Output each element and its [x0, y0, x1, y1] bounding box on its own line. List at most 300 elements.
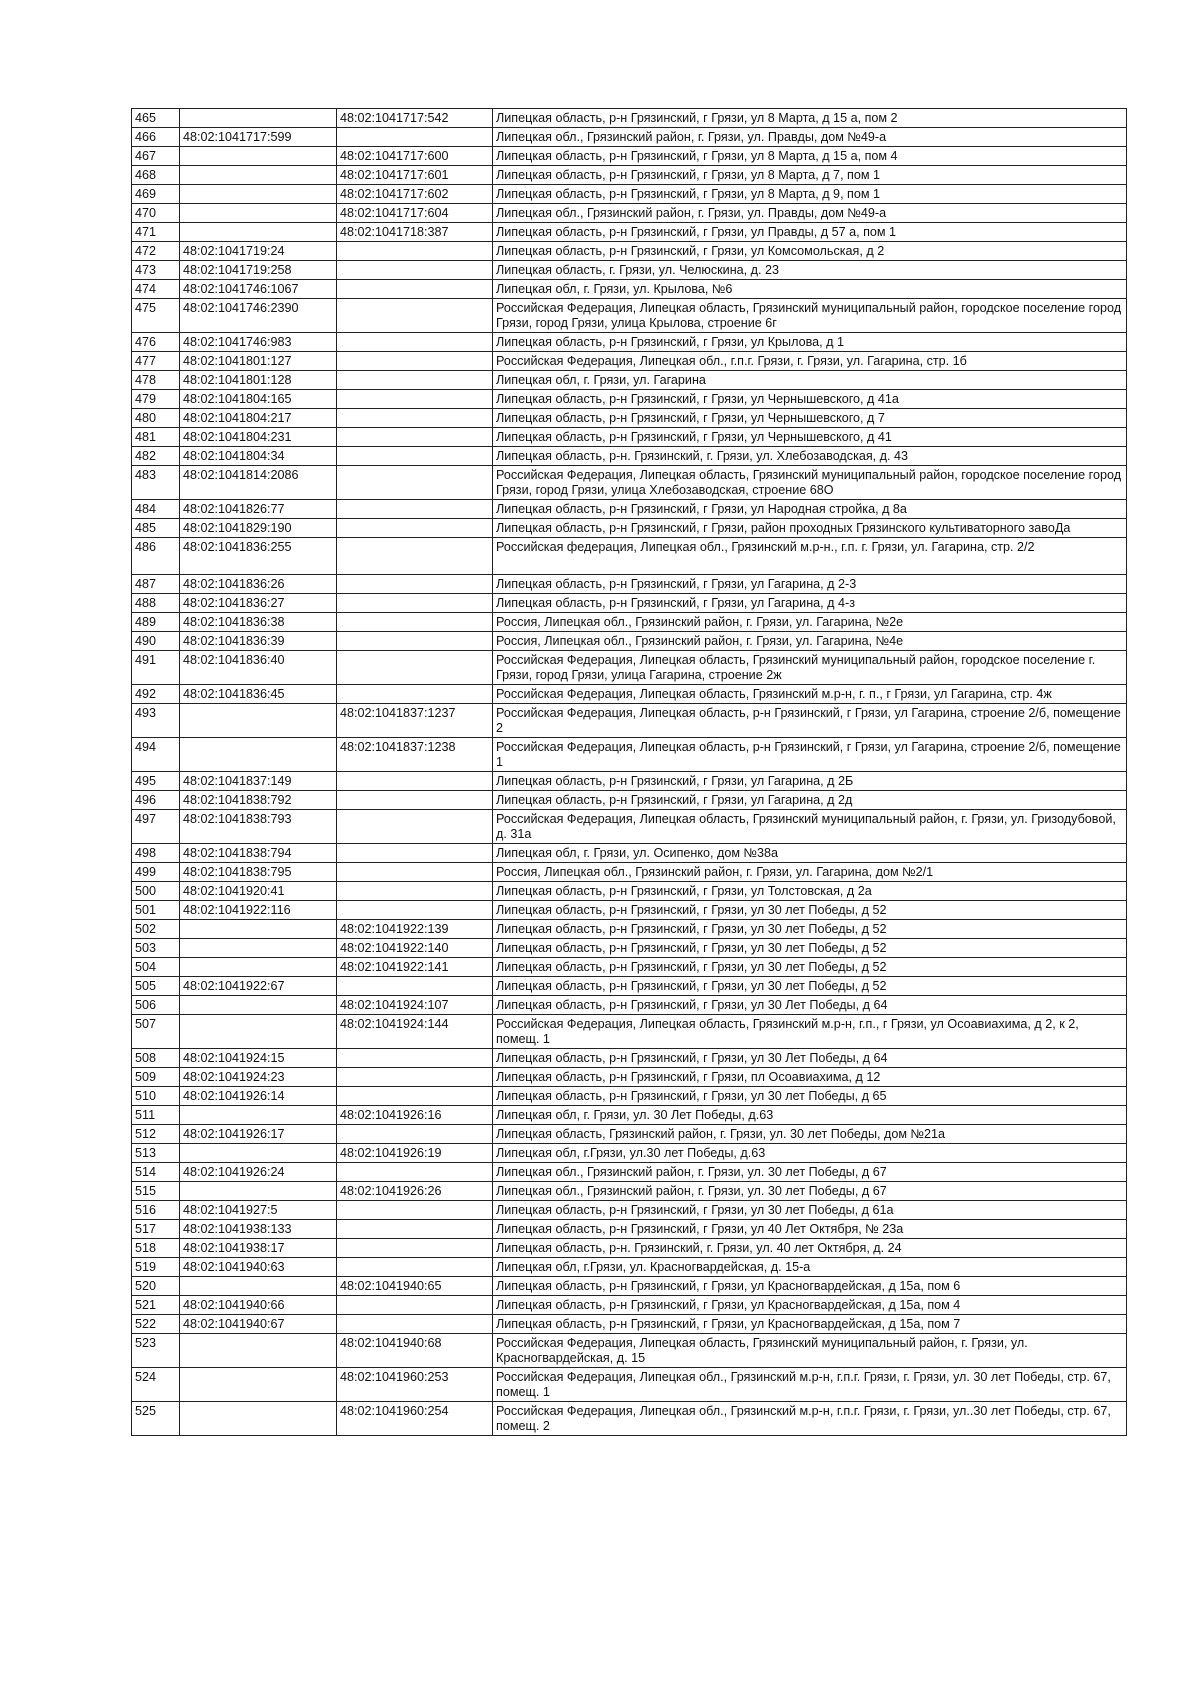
table-row [132, 1220, 1127, 1239]
cadastral-number-cell [180, 1368, 337, 1402]
premises-cadastral-number-cell: 48:02:1041717:602 [337, 185, 493, 204]
cadastral-number-cell: 48:02:1041801:128 [180, 371, 337, 390]
table-row [132, 651, 1127, 685]
row-number-cell: 475 [132, 299, 180, 333]
premises-cadastral-number-cell [337, 1087, 493, 1106]
cadastral-number-cell: 48:02:1041940:66 [180, 1296, 337, 1315]
row-number-cell: 468 [132, 166, 180, 185]
cadastral-number-cell: 48:02:1041804:231 [180, 428, 337, 447]
row-number-cell: 512 [132, 1125, 180, 1144]
address-cell: Российская федерация, Липецкая обл., Грязинский м.р-н., г.п. г. Грязи, ул. Гагарина, стр. 2/2 [493, 538, 1127, 575]
address-cell: Липецкая область, р-н Грязинский, г Грязи, ул 8 Марта, д 15 а, пом 2 [493, 109, 1127, 128]
table-row [132, 704, 1127, 738]
row-number-cell: 517 [132, 1220, 180, 1239]
premises-cadastral-number-cell: 48:02:1041717:600 [337, 147, 493, 166]
cadastral-number-cell: 48:02:1041922:67 [180, 977, 337, 996]
row-number-cell: 516 [132, 1201, 180, 1220]
address-cell: Липецкая область, р-н Грязинский, г Грязи, ул Народная стройка, д 8а [493, 500, 1127, 519]
row-number-cell: 479 [132, 390, 180, 409]
address-cell: Липецкая обл., Грязинский район, г. Грязи, ул. Правды, дом №49-а [493, 128, 1127, 147]
cadastral-number-cell: 48:02:1041926:17 [180, 1125, 337, 1144]
table-row [132, 204, 1127, 223]
table-row [132, 128, 1127, 147]
cadastral-number-cell: 48:02:1041938:17 [180, 1239, 337, 1258]
table-row [132, 1368, 1127, 1402]
registry-table-body [132, 109, 1127, 1436]
table-row [132, 1106, 1127, 1125]
address-cell: Липецкая область, р-н. Грязинский, г. Грязи, ул. 40 лет Октября, д. 24 [493, 1239, 1127, 1258]
row-number-cell: 508 [132, 1049, 180, 1068]
cadastral-number-cell: 48:02:1041804:165 [180, 390, 337, 409]
premises-cadastral-number-cell [337, 371, 493, 390]
table-row [132, 772, 1127, 791]
address-cell: Российская Федерация, Липецкая область, Грязинский муниципальный район, городское поселение город Грязи, город Грязи, улица Хлебозаводская, строение 68О [493, 466, 1127, 500]
premises-cadastral-number-cell [337, 844, 493, 863]
cadastral-number-cell: 48:02:1041924:23 [180, 1068, 337, 1087]
row-number-cell: 486 [132, 538, 180, 575]
cadastral-number-cell: 48:02:1041836:26 [180, 575, 337, 594]
row-number-cell: 466 [132, 128, 180, 147]
premises-cadastral-number-cell: 48:02:1041837:1237 [337, 704, 493, 738]
address-cell: Липецкая область, р-н Грязинский, г Грязи, ул Гагарина, д 2Б [493, 772, 1127, 791]
cadastral-number-cell [180, 1402, 337, 1436]
premises-cadastral-number-cell: 48:02:1041718:387 [337, 223, 493, 242]
premises-cadastral-number-cell [337, 242, 493, 261]
cadastral-number-cell [180, 109, 337, 128]
premises-cadastral-number-cell [337, 128, 493, 147]
cadastral-number-cell [180, 1106, 337, 1125]
row-number-cell: 469 [132, 185, 180, 204]
premises-cadastral-number-cell: 48:02:1041924:107 [337, 996, 493, 1015]
table-row [132, 1258, 1127, 1277]
address-cell: Липецкая область, р-н Грязинский, г Грязи, ул Гагарина, д 4-з [493, 594, 1127, 613]
cadastral-number-cell [180, 147, 337, 166]
table-row [132, 575, 1127, 594]
cadastral-number-cell: 48:02:1041826:77 [180, 500, 337, 519]
table-row [132, 1163, 1127, 1182]
row-number-cell: 492 [132, 685, 180, 704]
row-number-cell: 488 [132, 594, 180, 613]
row-number-cell: 521 [132, 1296, 180, 1315]
cadastral-number-cell: 48:02:1041746:2390 [180, 299, 337, 333]
address-cell: Российская Федерация, Липецкая область, Грязинский муниципальный район, г. Грязи, ул. Гризодубовой, д. 31а [493, 810, 1127, 844]
row-number-cell: 506 [132, 996, 180, 1015]
table-row [132, 901, 1127, 920]
row-number-cell: 487 [132, 575, 180, 594]
address-cell: Липецкая область, р-н Грязинский, г Грязи, ул 30 лет Победы, д 52 [493, 939, 1127, 958]
address-cell: Липецкая обл, г. Грязи, ул. Крылова, №6 [493, 280, 1127, 299]
address-cell: Липецкая область, р-н Грязинский, г Грязи, ул 40 Лет Октября, № 23а [493, 1220, 1127, 1239]
address-cell: Российская Федерация, Липецкая обл., Грязинский м.р-н, г.п.г. Грязи, г. Грязи, ул. 30 лет Победы, стр. 67, помещ. 1 [493, 1368, 1127, 1402]
address-cell: Липецкая область, р-н Грязинский, г Грязи, пл Осоавиахима, д 12 [493, 1068, 1127, 1087]
premises-cadastral-number-cell [337, 428, 493, 447]
address-cell: Липецкая область, р-н Грязинский, г Грязи, ул 30 лет Победы, д 52 [493, 920, 1127, 939]
address-cell: Российская Федерация, Липецкая обл., г.п.г. Грязи, г. Грязи, ул. Гагарина, стр. 1б [493, 352, 1127, 371]
table-row [132, 791, 1127, 810]
cadastral-number-cell: 48:02:1041926:14 [180, 1087, 337, 1106]
premises-cadastral-number-cell [337, 1220, 493, 1239]
address-cell: Российская Федерация, Липецкая область, Грязинский муниципальный район, городское поселение город Грязи, город Грязи, улица Крылова, строение 6г [493, 299, 1127, 333]
row-number-cell: 485 [132, 519, 180, 538]
cadastral-number-cell [180, 738, 337, 772]
row-number-cell: 467 [132, 147, 180, 166]
address-cell: Липецкая область, р-н Грязинский, г Грязи, ул 30 Лет Победы, д 64 [493, 1049, 1127, 1068]
row-number-cell: 515 [132, 1182, 180, 1201]
cadastral-number-cell: 48:02:1041926:24 [180, 1163, 337, 1182]
row-number-cell: 491 [132, 651, 180, 685]
address-cell: Липецкая область, р-н Грязинский, г Грязи, ул Красногвардейская, д 15а, пом 7 [493, 1315, 1127, 1334]
premises-cadastral-number-cell [337, 1068, 493, 1087]
cadastral-number-cell: 48:02:1041927:5 [180, 1201, 337, 1220]
table-row [132, 738, 1127, 772]
cadastral-number-cell: 48:02:1041804:34 [180, 447, 337, 466]
cadastral-number-cell: 48:02:1041940:63 [180, 1258, 337, 1277]
table-row [132, 1182, 1127, 1201]
premises-cadastral-number-cell [337, 1315, 493, 1334]
premises-cadastral-number-cell: 48:02:1041922:141 [337, 958, 493, 977]
table-row [132, 1315, 1127, 1334]
table-row [132, 632, 1127, 651]
cadastral-number-cell [180, 1015, 337, 1049]
cadastral-number-cell [180, 1182, 337, 1201]
table-row [132, 810, 1127, 844]
cadastral-number-cell: 48:02:1041940:67 [180, 1315, 337, 1334]
table-row [132, 844, 1127, 863]
premises-cadastral-number-cell [337, 1201, 493, 1220]
row-number-cell: 480 [132, 409, 180, 428]
table-row [132, 1201, 1127, 1220]
address-cell: Липецкая область, р-н Грязинский, г Грязи, ул Толстовская, д 2а [493, 882, 1127, 901]
address-cell: Россия, Липецкая обл., Грязинский район, г. Грязи, ул. Гагарина, дом №2/1 [493, 863, 1127, 882]
row-number-cell: 510 [132, 1087, 180, 1106]
table-row [132, 1402, 1127, 1436]
row-number-cell: 497 [132, 810, 180, 844]
address-cell: Липецкая область, р-н Грязинский, г Грязи, ул Гагарина, д 2-3 [493, 575, 1127, 594]
premises-cadastral-number-cell: 48:02:1041926:16 [337, 1106, 493, 1125]
table-row [132, 223, 1127, 242]
cadastral-number-cell: 48:02:1041836:39 [180, 632, 337, 651]
table-row [132, 261, 1127, 280]
address-cell: Липецкая обл, г. Грязи, ул. 30 Лет Победы, д.63 [493, 1106, 1127, 1125]
row-number-cell: 504 [132, 958, 180, 977]
row-number-cell: 477 [132, 352, 180, 371]
row-number-cell: 470 [132, 204, 180, 223]
row-number-cell: 523 [132, 1334, 180, 1368]
cadastral-number-cell: 48:02:1041719:258 [180, 261, 337, 280]
table-row [132, 390, 1127, 409]
table-row [132, 280, 1127, 299]
address-cell: Липецкая обл, г. Грязи, ул. Гагарина [493, 371, 1127, 390]
row-number-cell: 513 [132, 1144, 180, 1163]
cadastral-number-cell: 48:02:1041838:792 [180, 791, 337, 810]
row-number-cell: 481 [132, 428, 180, 447]
premises-cadastral-number-cell [337, 791, 493, 810]
address-cell: Российская Федерация, Липецкая область, Грязинский м.р-н, г. п., г Грязи, ул Гагарина, стр. 4ж [493, 685, 1127, 704]
row-number-cell: 476 [132, 333, 180, 352]
row-number-cell: 520 [132, 1277, 180, 1296]
cadastral-number-cell [180, 185, 337, 204]
table-row [132, 299, 1127, 333]
table-row [132, 613, 1127, 632]
premises-cadastral-number-cell [337, 1125, 493, 1144]
address-cell: Липецкая область, р-н Грязинский, г Грязи, ул 30 Лет Победы, д 64 [493, 996, 1127, 1015]
row-number-cell: 505 [132, 977, 180, 996]
table-row [132, 1334, 1127, 1368]
premises-cadastral-number-cell: 48:02:1041924:144 [337, 1015, 493, 1049]
table-row [132, 1049, 1127, 1068]
row-number-cell: 518 [132, 1239, 180, 1258]
premises-cadastral-number-cell [337, 466, 493, 500]
row-number-cell: 482 [132, 447, 180, 466]
table-row [132, 409, 1127, 428]
cadastral-number-cell: 48:02:1041920:41 [180, 882, 337, 901]
cadastral-number-cell: 48:02:1041837:149 [180, 772, 337, 791]
row-number-cell: 500 [132, 882, 180, 901]
row-number-cell: 484 [132, 500, 180, 519]
premises-cadastral-number-cell: 48:02:1041960:253 [337, 1368, 493, 1402]
cadastral-number-cell [180, 223, 337, 242]
table-row [132, 428, 1127, 447]
cadastral-number-cell: 48:02:1041836:38 [180, 613, 337, 632]
address-cell: Российская Федерация, Липецкая область, Грязинский муниципальный район, г. Грязи, ул. Красногвардейская, д. 15 [493, 1334, 1127, 1368]
address-cell: Липецкая обл, г.Грязи, ул.30 лет Победы, д.63 [493, 1144, 1127, 1163]
premises-cadastral-number-cell [337, 651, 493, 685]
address-cell: Российская Федерация, Липецкая область, р-н Грязинский, г Грязи, ул Гагарина, строение 2/б, помещение 1 [493, 738, 1127, 772]
row-number-cell: 498 [132, 844, 180, 863]
cadastral-number-cell: 48:02:1041836:45 [180, 685, 337, 704]
premises-cadastral-number-cell [337, 685, 493, 704]
address-cell: Липецкая область, р-н Грязинский, г Грязи, ул Красногвардейская, д 15а, пом 4 [493, 1296, 1127, 1315]
table-row [132, 1015, 1127, 1049]
table-row [132, 352, 1127, 371]
premises-cadastral-number-cell: 48:02:1041922:140 [337, 939, 493, 958]
premises-cadastral-number-cell [337, 632, 493, 651]
row-number-cell: 471 [132, 223, 180, 242]
address-cell: Липецкая область, г. Грязи, ул. Челюскина, д. 23 [493, 261, 1127, 280]
cadastral-number-cell: 48:02:1041836:255 [180, 538, 337, 575]
address-cell: Липецкая область, Грязинский район, г. Грязи, ул. 30 лет Победы, дом №21а [493, 1125, 1127, 1144]
premises-cadastral-number-cell [337, 901, 493, 920]
row-number-cell: 519 [132, 1258, 180, 1277]
address-cell: Россия, Липецкая обл., Грязинский район, г. Грязи, ул. Гагарина, №4е [493, 632, 1127, 651]
premises-cadastral-number-cell [337, 447, 493, 466]
premises-cadastral-number-cell: 48:02:1041717:601 [337, 166, 493, 185]
cadastral-number-cell: 48:02:1041838:793 [180, 810, 337, 844]
table-row [132, 447, 1127, 466]
cadastral-number-cell: 48:02:1041829:190 [180, 519, 337, 538]
table-row [132, 519, 1127, 538]
cadastral-number-cell: 48:02:1041814:2086 [180, 466, 337, 500]
cadastral-number-cell [180, 996, 337, 1015]
address-cell: Липецкая обл., Грязинский район, г. Грязи, ул. 30 лет Победы, д 67 [493, 1182, 1127, 1201]
cadastral-number-cell: 48:02:1041746:983 [180, 333, 337, 352]
row-number-cell: 490 [132, 632, 180, 651]
premises-cadastral-number-cell: 48:02:1041960:254 [337, 1402, 493, 1436]
row-number-cell: 514 [132, 1163, 180, 1182]
premises-cadastral-number-cell [337, 977, 493, 996]
premises-cadastral-number-cell [337, 810, 493, 844]
address-cell: Липецкая обл, г. Грязи, ул. Осипенко, дом №38а [493, 844, 1127, 863]
cadastral-number-cell: 48:02:1041717:599 [180, 128, 337, 147]
table-row [132, 1087, 1127, 1106]
table-row [132, 185, 1127, 204]
address-cell: Липецкая область, р-н. Грязинский, г. Грязи, ул. Хлебозаводская, д. 43 [493, 447, 1127, 466]
cadastral-number-cell: 48:02:1041938:133 [180, 1220, 337, 1239]
premises-cadastral-number-cell [337, 261, 493, 280]
row-number-cell: 507 [132, 1015, 180, 1049]
address-cell: Российская Федерация, Липецкая область, Грязинский м.р-н, г.п., г Грязи, ул Осоавиахима, д 2, к 2, помещ. 1 [493, 1015, 1127, 1049]
address-cell: Липецкая область, р-н Грязинский, г Грязи, ул Комсомольская, д 2 [493, 242, 1127, 261]
cadastral-number-cell [180, 920, 337, 939]
row-number-cell: 474 [132, 280, 180, 299]
address-cell: Российская Федерация, Липецкая область, р-н Грязинский, г Грязи, ул Гагарина, строение 2/б, помещение 2 [493, 704, 1127, 738]
cadastral-number-cell: 48:02:1041922:116 [180, 901, 337, 920]
address-cell: Липецкая область, р-н Грязинский, г Грязи, ул Красногвардейская, д 15а, пом 6 [493, 1277, 1127, 1296]
table-row [132, 685, 1127, 704]
table-row [132, 863, 1127, 882]
row-number-cell: 524 [132, 1368, 180, 1402]
row-number-cell: 503 [132, 939, 180, 958]
address-cell: Липецкая область, р-н Грязинский, г Грязи, ул Крылова, д 1 [493, 333, 1127, 352]
cadastral-number-cell: 48:02:1041804:217 [180, 409, 337, 428]
premises-cadastral-number-cell: 48:02:1041926:19 [337, 1144, 493, 1163]
premises-cadastral-number-cell: 48:02:1041717:604 [337, 204, 493, 223]
premises-cadastral-number-cell: 48:02:1041837:1238 [337, 738, 493, 772]
table-row [132, 1277, 1127, 1296]
row-number-cell: 483 [132, 466, 180, 500]
cadastral-number-cell: 48:02:1041801:127 [180, 352, 337, 371]
cadastral-number-cell [180, 939, 337, 958]
cadastral-number-cell: 48:02:1041836:27 [180, 594, 337, 613]
row-number-cell: 509 [132, 1068, 180, 1087]
premises-cadastral-number-cell [337, 594, 493, 613]
row-number-cell: 473 [132, 261, 180, 280]
premises-cadastral-number-cell [337, 409, 493, 428]
address-cell: Липецкая обл., Грязинский район, г. Грязи, ул. Правды, дом №49-а [493, 204, 1127, 223]
premises-cadastral-number-cell [337, 613, 493, 632]
cadastral-number-cell [180, 704, 337, 738]
table-row [132, 882, 1127, 901]
address-cell: Липецкая область, р-н Грязинский, г Грязи, ул Гагарина, д 2д [493, 791, 1127, 810]
row-number-cell: 525 [132, 1402, 180, 1436]
row-number-cell: 478 [132, 371, 180, 390]
premises-cadastral-number-cell [337, 500, 493, 519]
cadastral-number-cell [180, 204, 337, 223]
premises-cadastral-number-cell [337, 575, 493, 594]
premises-cadastral-number-cell [337, 1163, 493, 1182]
row-number-cell: 522 [132, 1315, 180, 1334]
cadastral-number-cell: 48:02:1041838:794 [180, 844, 337, 863]
table-row [132, 1296, 1127, 1315]
address-cell: Липецкая область, р-н Грязинский, г Грязи, ул 8 Марта, д 15 а, пом 4 [493, 147, 1127, 166]
address-cell: Липецкая область, р-н Грязинский, г Грязи, ул 30 лет Победы, д 52 [493, 977, 1127, 996]
cadastral-number-cell [180, 958, 337, 977]
address-cell: Липецкая область, р-н Грязинский, г Грязи, ул 30 лет Победы, д 52 [493, 958, 1127, 977]
table-row [132, 109, 1127, 128]
premises-cadastral-number-cell [337, 390, 493, 409]
address-cell: Липецкая область, р-н Грязинский, г Грязи, ул Чернышевского, д 7 [493, 409, 1127, 428]
premises-cadastral-number-cell [337, 1239, 493, 1258]
premises-cadastral-number-cell [337, 538, 493, 575]
row-number-cell: 511 [132, 1106, 180, 1125]
row-number-cell: 499 [132, 863, 180, 882]
premises-cadastral-number-cell: 48:02:1041922:139 [337, 920, 493, 939]
address-cell: Российская Федерация, Липецкая область, Грязинский муниципальный район, городское поселение г. Грязи, город Грязи, улица Гагарина, строение 2ж [493, 651, 1127, 685]
table-row [132, 594, 1127, 613]
table-row [132, 538, 1127, 575]
address-cell: Липецкая область, р-н Грязинский, г Грязи, ул 30 лет Победы, д 52 [493, 901, 1127, 920]
premises-cadastral-number-cell [337, 1049, 493, 1068]
premises-cadastral-number-cell [337, 1296, 493, 1315]
row-number-cell: 496 [132, 791, 180, 810]
address-cell: Липецкая область, р-н Грязинский, г Грязи, ул 8 Марта, д 7, пом 1 [493, 166, 1127, 185]
premises-cadastral-number-cell [337, 299, 493, 333]
cadastral-number-cell [180, 1277, 337, 1296]
row-number-cell: 489 [132, 613, 180, 632]
cadastral-number-cell: 48:02:1041836:40 [180, 651, 337, 685]
premises-cadastral-number-cell [337, 519, 493, 538]
cadastral-number-cell: 48:02:1041838:795 [180, 863, 337, 882]
address-cell: Липецкая область, р-н Грязинский, г Грязи, ул Чернышевского, д 41 [493, 428, 1127, 447]
table-row [132, 958, 1127, 977]
table-row [132, 166, 1127, 185]
address-cell: Липецкая обл., Грязинский район, г. Грязи, ул. 30 лет Победы, д 67 [493, 1163, 1127, 1182]
table-row [132, 1239, 1127, 1258]
cadastral-number-cell [180, 1144, 337, 1163]
address-cell: Россия, Липецкая обл., Грязинский район, г. Грязи, ул. Гагарина, №2е [493, 613, 1127, 632]
table-row [132, 500, 1127, 519]
row-number-cell: 472 [132, 242, 180, 261]
address-cell: Российская Федерация, Липецкая обл., Грязинский м.р-н, г.п.г. Грязи, г. Грязи, ул..30 лет Победы, стр. 67, помещ. 2 [493, 1402, 1127, 1436]
table-row [132, 939, 1127, 958]
cadastral-number-cell: 48:02:1041924:15 [180, 1049, 337, 1068]
address-cell: Липецкая обл, г.Грязи, ул. Красногвардейская, д. 15-а [493, 1258, 1127, 1277]
premises-cadastral-number-cell: 48:02:1041940:65 [337, 1277, 493, 1296]
premises-cadastral-number-cell [337, 280, 493, 299]
cadastral-number-cell: 48:02:1041746:1067 [180, 280, 337, 299]
row-number-cell: 501 [132, 901, 180, 920]
cadastral-number-cell [180, 166, 337, 185]
address-cell: Липецкая область, р-н Грязинский, г Грязи, ул Правды, д 57 а, пом 1 [493, 223, 1127, 242]
premises-cadastral-number-cell [337, 772, 493, 791]
row-number-cell: 465 [132, 109, 180, 128]
premises-cadastral-number-cell [337, 863, 493, 882]
table-row [132, 147, 1127, 166]
table-row [132, 242, 1127, 261]
registry-table [131, 108, 1127, 1436]
address-cell: Липецкая область, р-н Грязинский, г Грязи, ул Чернышевского, д 41а [493, 390, 1127, 409]
table-row [132, 333, 1127, 352]
table-row [132, 920, 1127, 939]
cadastral-number-cell [180, 1334, 337, 1368]
premises-cadastral-number-cell: 48:02:1041940:68 [337, 1334, 493, 1368]
address-cell: Липецкая область, р-н Грязинский, г Грязи, район проходных Грязинского культиваторного завоДа [493, 519, 1127, 538]
table-row [132, 371, 1127, 390]
address-cell: Липецкая область, р-н Грязинский, г Грязи, ул 8 Марта, д 9, пом 1 [493, 185, 1127, 204]
row-number-cell: 502 [132, 920, 180, 939]
premises-cadastral-number-cell: 48:02:1041717:542 [337, 109, 493, 128]
table-row [132, 1144, 1127, 1163]
premises-cadastral-number-cell: 48:02:1041926:26 [337, 1182, 493, 1201]
cadastral-number-cell: 48:02:1041719:24 [180, 242, 337, 261]
premises-cadastral-number-cell [337, 352, 493, 371]
table-row [132, 1125, 1127, 1144]
row-number-cell: 493 [132, 704, 180, 738]
row-number-cell: 495 [132, 772, 180, 791]
premises-cadastral-number-cell [337, 882, 493, 901]
table-row [132, 996, 1127, 1015]
table-row [132, 977, 1127, 996]
